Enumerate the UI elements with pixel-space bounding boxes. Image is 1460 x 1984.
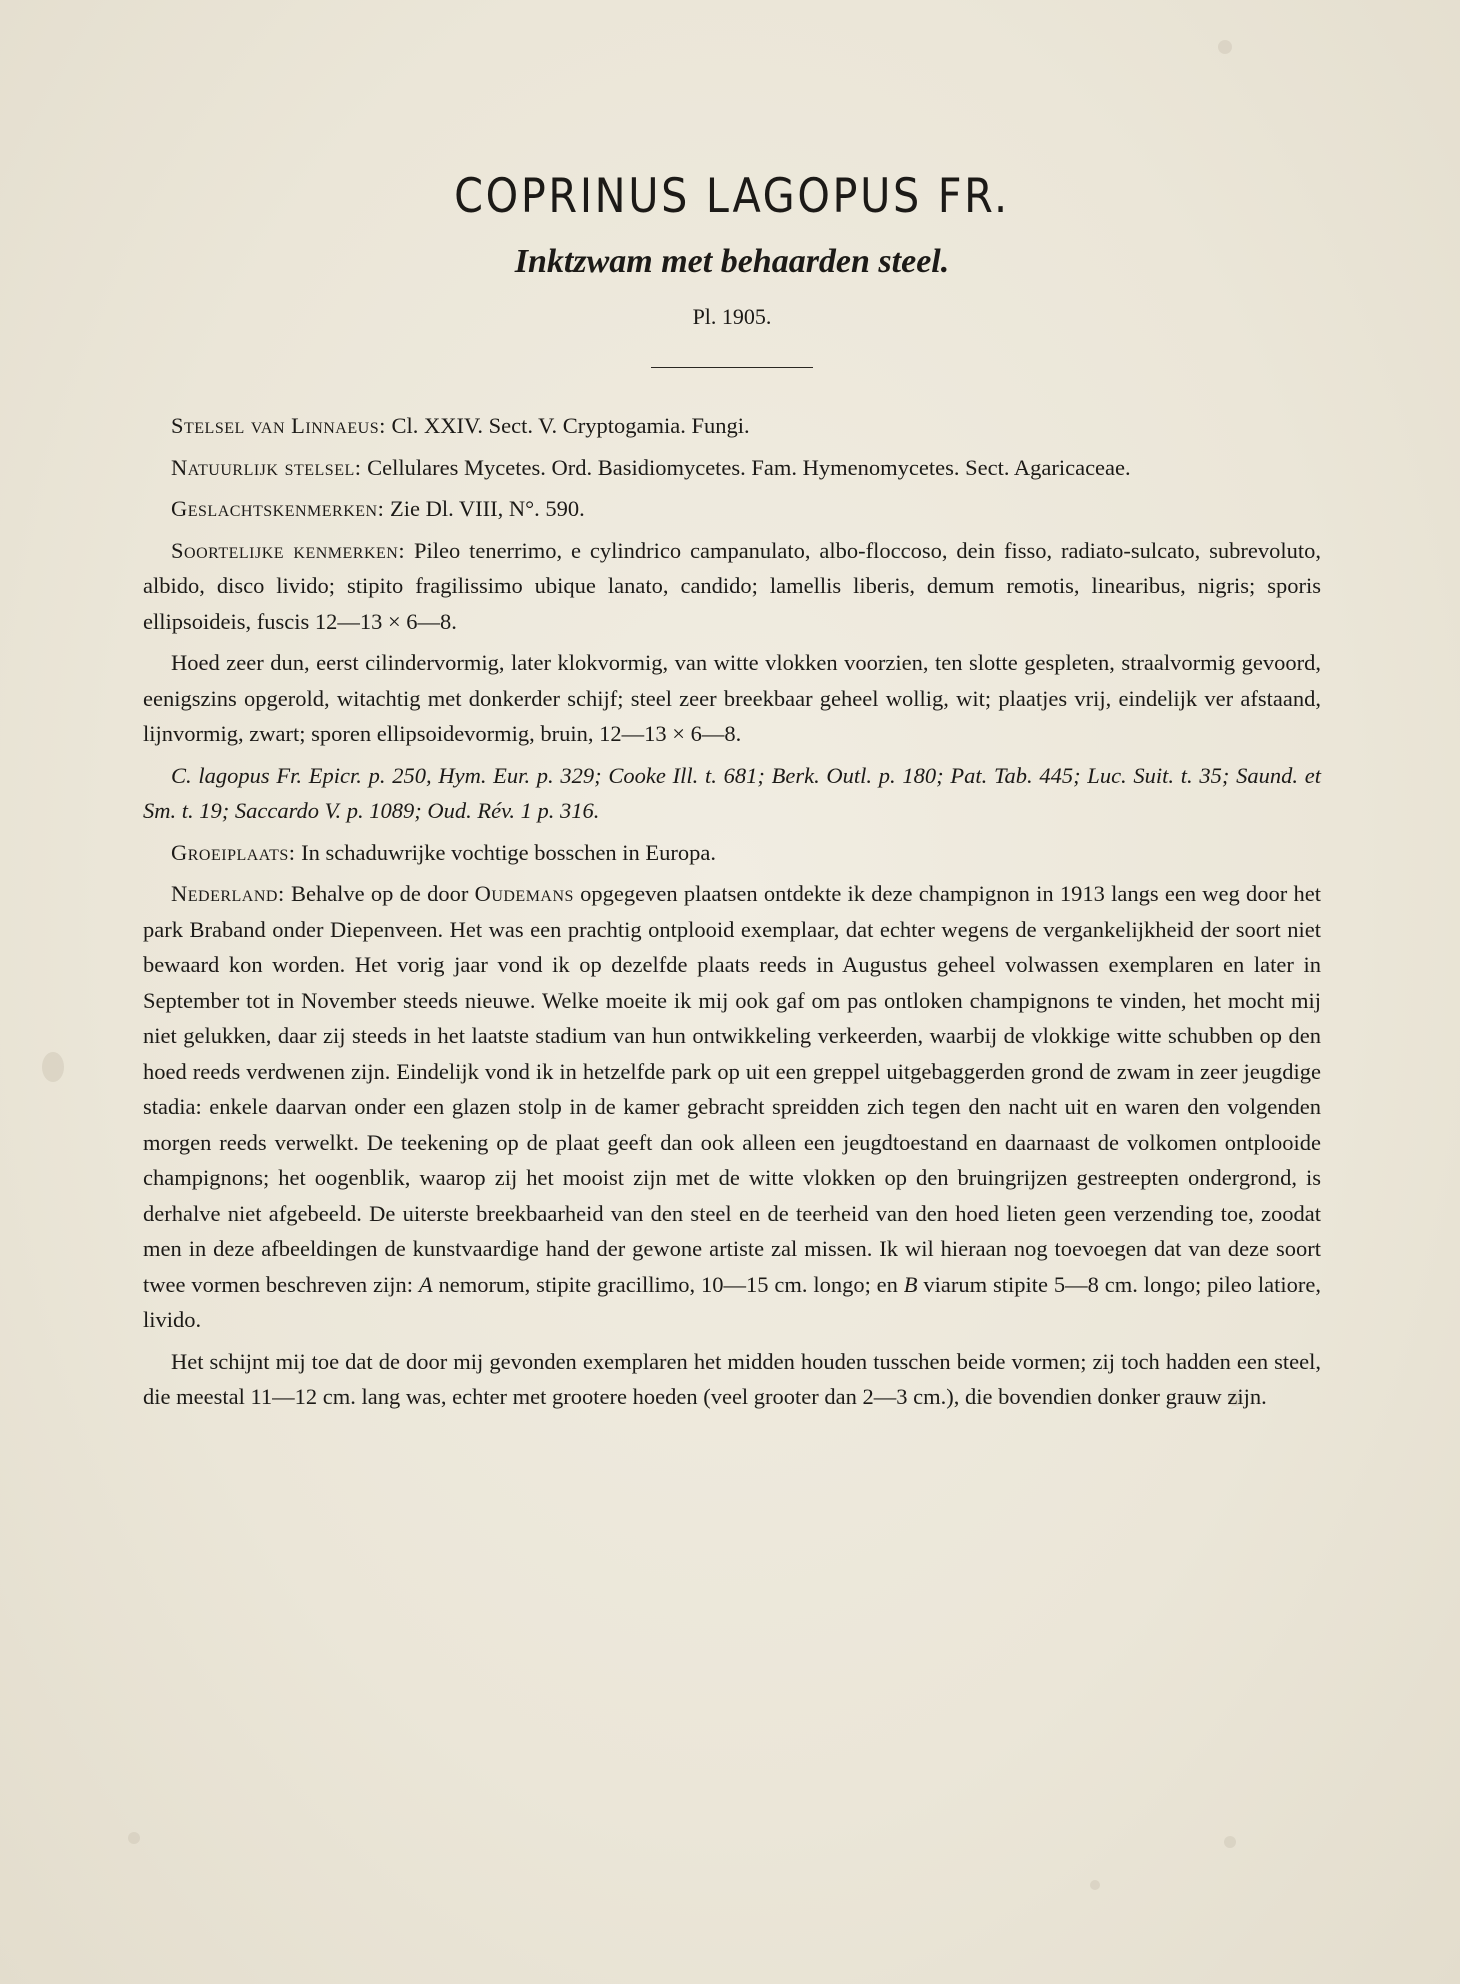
citation-paragraph: C. lagopus Fr. Epicr. p. 250, Hym. Eur. p. 329; Cooke Ill. t. 681; Berk. Outl. p. 180; Pat. Tab. 445; Luc. Suit. t. 35; Saund. et Sm. t. 19; Saccardo V. p. 1089; Oud. Rév. 1 p. 316. [143,762,1321,823]
natural-system-label: Natuurlijk stelsel: [171,454,362,480]
paper-speck [1090,1880,1100,1890]
plate-number: Pl. 1905. [692,304,772,329]
species-characters-label: Soortelijke kenmerken: [171,537,406,563]
form-b-letter: B [903,1271,918,1297]
netherlands-label: Nederland: [171,881,285,906]
form-a-letter: A [418,1271,433,1297]
divider-rule [651,367,813,368]
netherlands-text-3: nemorum, stipite gracillimo, 10—15 cm. longo; en [432,1271,904,1297]
linnaeus-label: Stelsel van Linnaeus: [171,413,386,438]
description-paragraph: Hoed zeer dun, eerst cilindervormig, later klokvormig, van witte vlokken voorzien, ten slotte gespleten, straalvormig gevoord, eenigszins opgerold, witachtig met donkerder schijf; steel zeer breekbaar geheel wollig, wit; plaatjes vrij, eindelijk ver afstaand, lijnvormig, zwart; sporen ellipsoidevormig, bruin, 12—13 × 6—8. [143,650,1321,746]
habitat-label: Groeiplaats: [171,839,296,865]
author-name: Oudemans [474,881,574,906]
closing-paragraph: Het schijnt mij toe dat de door mij gevonden exemplaren het midden houden tusschen beide vormen; zij toch hadden een steel, die meestal 11—12 cm. lang was, echter met grootere hoeden (veel grooter dan 2—3 cm.), die bovendien donker grauw zijn. [143,1348,1321,1409]
netherlands-text-2: opgegeven plaatsen ontdekte ik deze champignon in 1913 langs een weg door het park Braband onder Diepenveen. Het was een prachtig ontplooid exemplaar, dat echter wegens de vergankelijkheid der soort niet bewaard kon worden. Het vorig jaar vond ik op dezelfde plaats reeds in Augustus geheel volwassen exemplaren en later in September tot in November steeds nieuwe. Welke moeite ik mij ook gaf om pas ontloken champignons te vinden, het mocht mij niet gelukken, daar zij steeds in het laatste stadium van hun ontwikkeling verkeerden, waarbij de vlokkige witte schubben op den hoed reeds verdwenen zijn. Eindelijk vond ik in hetzelfde park op uit een greppel uitgebaggerden grond de zwam in zeer jeugdige stadia: enkele daarvan onder een glazen stolp in de kamer gebracht spreidden zich tegen den nacht uit en waren den volgenden morgen reeds verwelkt. De teekening op de plaat geeft dan ook alleen een jeugdtoestand en daarnaast de volkomen ontplooide champignons; het oogenblik, waarop zij het mooist zijn met de witte vlokken op den bruingrijzen gestreepten ondergrond, is derhalve niet afgebeeld. De uiterste breekbaarheid van den steel en de teerheid van den hoed lieten geen verzending toe, zoodat men in deze afbeeldingen de kunstvaardige hand der gewone artiste zal missen. Ik wil hieraan nog toevoegen dat van deze soort twee vormen beschreven zijn: [143,881,1321,1297]
natural-system-text: Cellulares Mycetes. Ord. Basidiomycetes. Fam. Hymenomycetes. Sect. Agaricaceae. [361,454,1131,480]
netherlands-text-4: viarum stipite 5—8 cm. longo; pileo latiore, livido. [143,1271,1322,1332]
paper-speck [128,1832,140,1844]
linnaeus-paragraph [143,408,1321,444]
article [143,160,1321,1421]
paper-speck [1224,1836,1236,1848]
netherlands-paragraph [143,876,1321,1338]
genus-text: Zie Dl. VIII, N°. 590. [384,496,585,521]
linnaeus-text: Cl. XXIV. Sect. V. Cryptogamia. Fungi. [385,413,750,438]
paper-speck [42,1052,64,1082]
paper-speck [1218,40,1232,54]
species-characters-text: Pileo tenerrimo, e cylindrico campanulato, albo-floccoso, dein fisso, radiato-sulcato, subrevoluto, albido, disco livido; stipito fragilissimo ubique lanato, candido; lamellis liberis, demum remotis, linearibus, nigris; sporis ellipsoideis, fuscis 12—13 × 6—8. [143,537,1321,634]
species-characters-paragraph [143,533,1321,640]
habitat-text: In schaduwrijke vochtige bosschen in Europa. [295,839,717,865]
body-text [143,408,1321,1415]
habitat-paragraph [143,835,1321,871]
genus-paragraph [143,491,1321,527]
common-name-subtitle: Inktzwam met behaarden steel. [514,243,950,280]
netherlands-text-1: Behalve op de door [284,881,475,906]
genus-label: Geslachtskenmerken: [171,496,385,521]
natural-system-paragraph [143,450,1321,486]
species-title: COPRINUS LAGOPUS FR. [454,169,1010,224]
